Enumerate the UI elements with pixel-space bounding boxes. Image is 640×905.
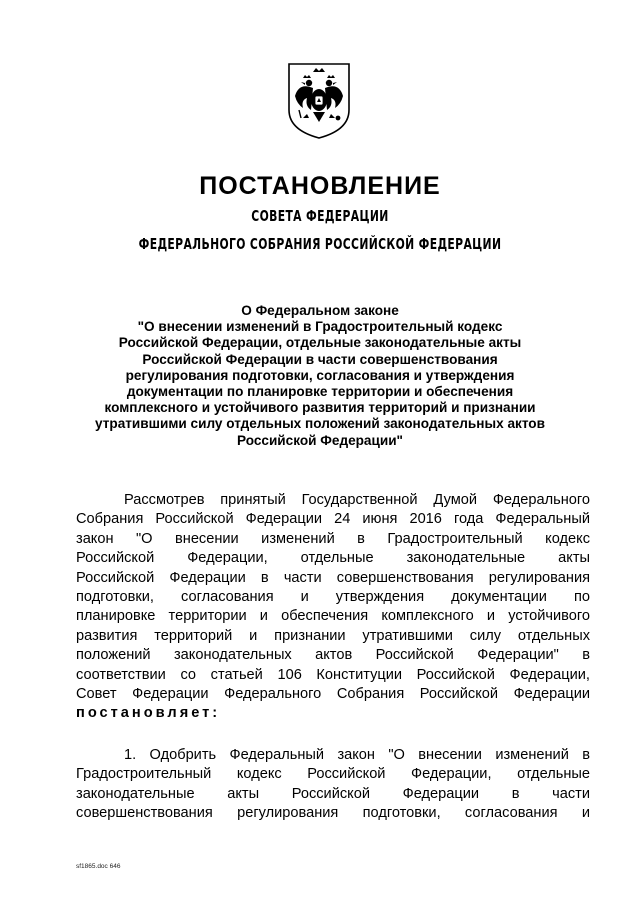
article-1-paragraph — [76, 746, 590, 824]
law-heading-line: Российской Федерации" — [236, 432, 404, 448]
paragraph-line: Собрания Российской Федерации 24 июня 2016 года Федеральный — [76, 511, 590, 528]
preamble-paragraph — [76, 491, 590, 724]
paragraph-line: совершенствования регулирования подготовки, согласования и — [76, 805, 590, 822]
law-heading-line: утратившими силу отдельных положений законодательных актов — [95, 416, 545, 432]
file-reference: sf1865.doc 646 — [76, 863, 121, 870]
paragraph-line: Градостроительный кодекс Российской Федерации, отдельные — [76, 766, 590, 783]
paragraph-line: соответствии со статьей 106 Конституции Российской Федерации, — [76, 666, 590, 683]
law-heading-line: комплексного и устойчивого развития территорий и признании — [104, 400, 536, 416]
law-heading-line: регулирования подготовки, согласования и утверждения — [125, 367, 515, 383]
issuing-body-line-2: ФЕДЕРАЛЬНОГО СОБРАНИЯ РОССИЙСКОЙ ФЕДЕРАЦИИ — [138, 235, 502, 253]
law-heading-line: "О внесении изменений в Градостроительный кодекс — [137, 319, 503, 335]
law-heading-line: О Федеральном законе — [241, 303, 399, 318]
paragraph-line: закон "О внесении изменений в Градостроительный кодекс — [76, 530, 590, 547]
law-heading-line: Российской Федерации в части совершенствования — [142, 351, 498, 367]
law-heading-line: документации по планировке территории и обеспечения — [126, 384, 514, 400]
law-heading — [40, 303, 600, 449]
paragraph-line: планировке территории и обеспечения комплексного и устойчивого — [76, 608, 590, 625]
paragraph-line: Российской Федерации, отдельные законодательные акты — [76, 550, 590, 567]
paragraph-line: Рассмотрев принятый Государственной Думой Федерального — [124, 492, 590, 508]
paragraph-line: положений законодательных актов Российской Федерации" в — [76, 647, 590, 664]
paragraph-line: законодательные акты Российской Федерации в части — [76, 785, 590, 802]
paragraph-line: Совет Федерации Федерального Собрания Российской Федерации — [76, 685, 590, 702]
decree-word: постановляет: — [76, 705, 221, 722]
paragraph-line: Российской Федерации в части совершенствования регулирования — [76, 569, 590, 586]
document-title: ПОСТАНОВЛЕНИЕ — [199, 172, 441, 200]
russian-coat-of-arms-icon — [283, 60, 355, 140]
paragraph-line: подготовки, согласования и утверждения документации по — [76, 588, 590, 605]
paragraph-line: развития территорий и признании утратившими силу отдельных — [76, 627, 590, 644]
law-heading-line: Российской Федерации, отдельные законодательные акты — [118, 335, 522, 351]
paragraph-line: 1. Одобрить Федеральный закон "О внесении изменений в — [124, 747, 590, 763]
issuing-body-line-1: СОВЕТА ФЕДЕРАЦИИ — [251, 207, 389, 225]
